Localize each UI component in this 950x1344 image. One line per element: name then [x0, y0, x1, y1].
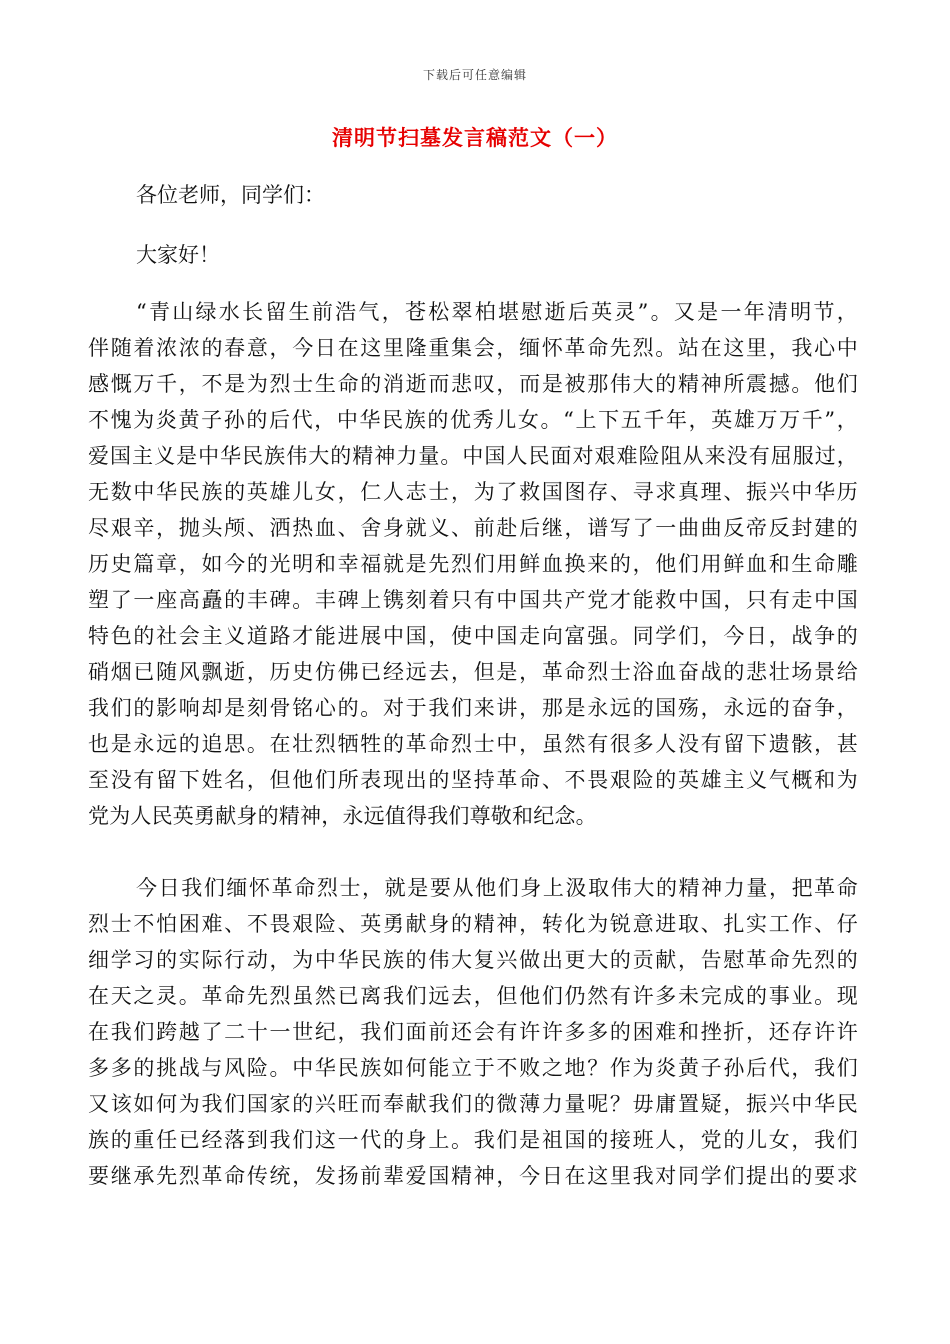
paragraph-line: 要继承先烈革命传统，发扬前辈爱国精神，今日在这里我对同学们提出的要求 — [88, 1164, 858, 1188]
paragraph-line: 爱国主义是中华民族伟大的精神力量。中国人民面对艰难险阻从来没有屈服过， — [88, 444, 858, 468]
paragraph-line: 硝烟已随风飘逝，历史仿佛已经远去，但是，革命烈士浴血奋战的悲壮场景给 — [88, 660, 858, 684]
salutation: 各位老师，同学们： — [136, 183, 325, 207]
paragraph-line: 细学习的实际行动，为中华民族的伟大复兴做出更大的贡献，告慰革命先烈的 — [88, 948, 858, 972]
paragraph-line: 不愧为炎黄子孙的后代，中华民族的优秀儿女。“上下五千年，英雄万万千”， — [88, 408, 858, 432]
paragraph-line: 在天之灵。革命先烈虽然已离我们远去，但他们仍然有许多未完成的事业。现 — [88, 984, 858, 1008]
paragraph-line: “青山绿水长留生前浩气，苍松翠柏堪慰逝后英灵”。又是一年清明节， — [136, 300, 858, 324]
document-title: 清明节扫墓发言稿范文（一） — [332, 125, 618, 150]
paragraph-line: 特色的社会主义道路才能进展中国，使中国走向富强。同学们，今日，战争的 — [88, 624, 858, 648]
paragraph-line: 历史篇章，如今的光明和幸福就是先烈们用鲜血换来的，他们用鲜血和生命雕 — [88, 552, 858, 576]
paragraph-line: 在我们跨越了二十一世纪，我们面前还会有许许多多的困难和挫折，还存许许 — [88, 1020, 858, 1044]
paragraph-line: 多多的挑战与风险。中华民族如何能立于不败之地？作为炎黄子孙后代，我们 — [88, 1056, 858, 1080]
greeting: 大家好！ — [136, 243, 220, 267]
paragraph-line: 烈士不怕困难、不畏艰险、英勇献身的精神，转化为锐意进取、扎实工作、仔 — [88, 912, 858, 936]
paragraph-line: 党为人民英勇献身的精神，永远值得我们尊敬和纪念。 — [88, 804, 597, 828]
paragraph-2 — [88, 870, 858, 1194]
paragraph-line: 我们的影响却是刻骨铭心的。对于我们来讲，那是永远的国殇，永远的奋争， — [88, 696, 858, 720]
paragraph-line: 尽艰辛，抛头颅、洒热血、舍身就义、前赴后继，谱写了一曲曲反帝反封建的 — [88, 516, 858, 540]
paragraph-line: 伴随着浓浓的春意，今日在这里隆重集会，缅怀革命先烈。站在这里，我心中 — [88, 336, 858, 360]
header-note: 下载后可任意编辑 — [422, 68, 527, 82]
paragraph-line: 今日我们缅怀革命烈士，就是要从他们身上汲取伟大的精神力量，把革命 — [136, 876, 858, 900]
paragraph-line: 感慨万千，不是为烈士生命的消逝而悲叹，而是被那伟大的精神所震撼。他们 — [88, 372, 858, 396]
paragraph-line: 无数中华民族的英雄儿女，仁人志士，为了救国图存、寻求真理、振兴中华历 — [88, 480, 858, 504]
paragraph-line: 也是永远的追思。在壮烈牺牲的革命烈士中，虽然有很多人没有留下遗骸，甚 — [88, 732, 858, 756]
paragraph-line: 族的重任已经落到我们这一代的身上。我们是祖国的接班人，党的儿女，我们 — [88, 1128, 858, 1152]
paragraph-1 — [88, 294, 858, 834]
paragraph-line: 至没有留下姓名，但他们所表现出的坚持革命、不畏艰险的英雄主义气概和为 — [88, 768, 858, 792]
paragraph-line: 塑了一座高矗的丰碑。丰碑上镌刻着只有中国共产党才能救中国，只有走中国 — [88, 588, 858, 612]
paragraph-line: 又该如何为我们国家的兴旺而奉献我们的微薄力量呢？毋庸置疑，振兴中华民 — [88, 1092, 858, 1116]
